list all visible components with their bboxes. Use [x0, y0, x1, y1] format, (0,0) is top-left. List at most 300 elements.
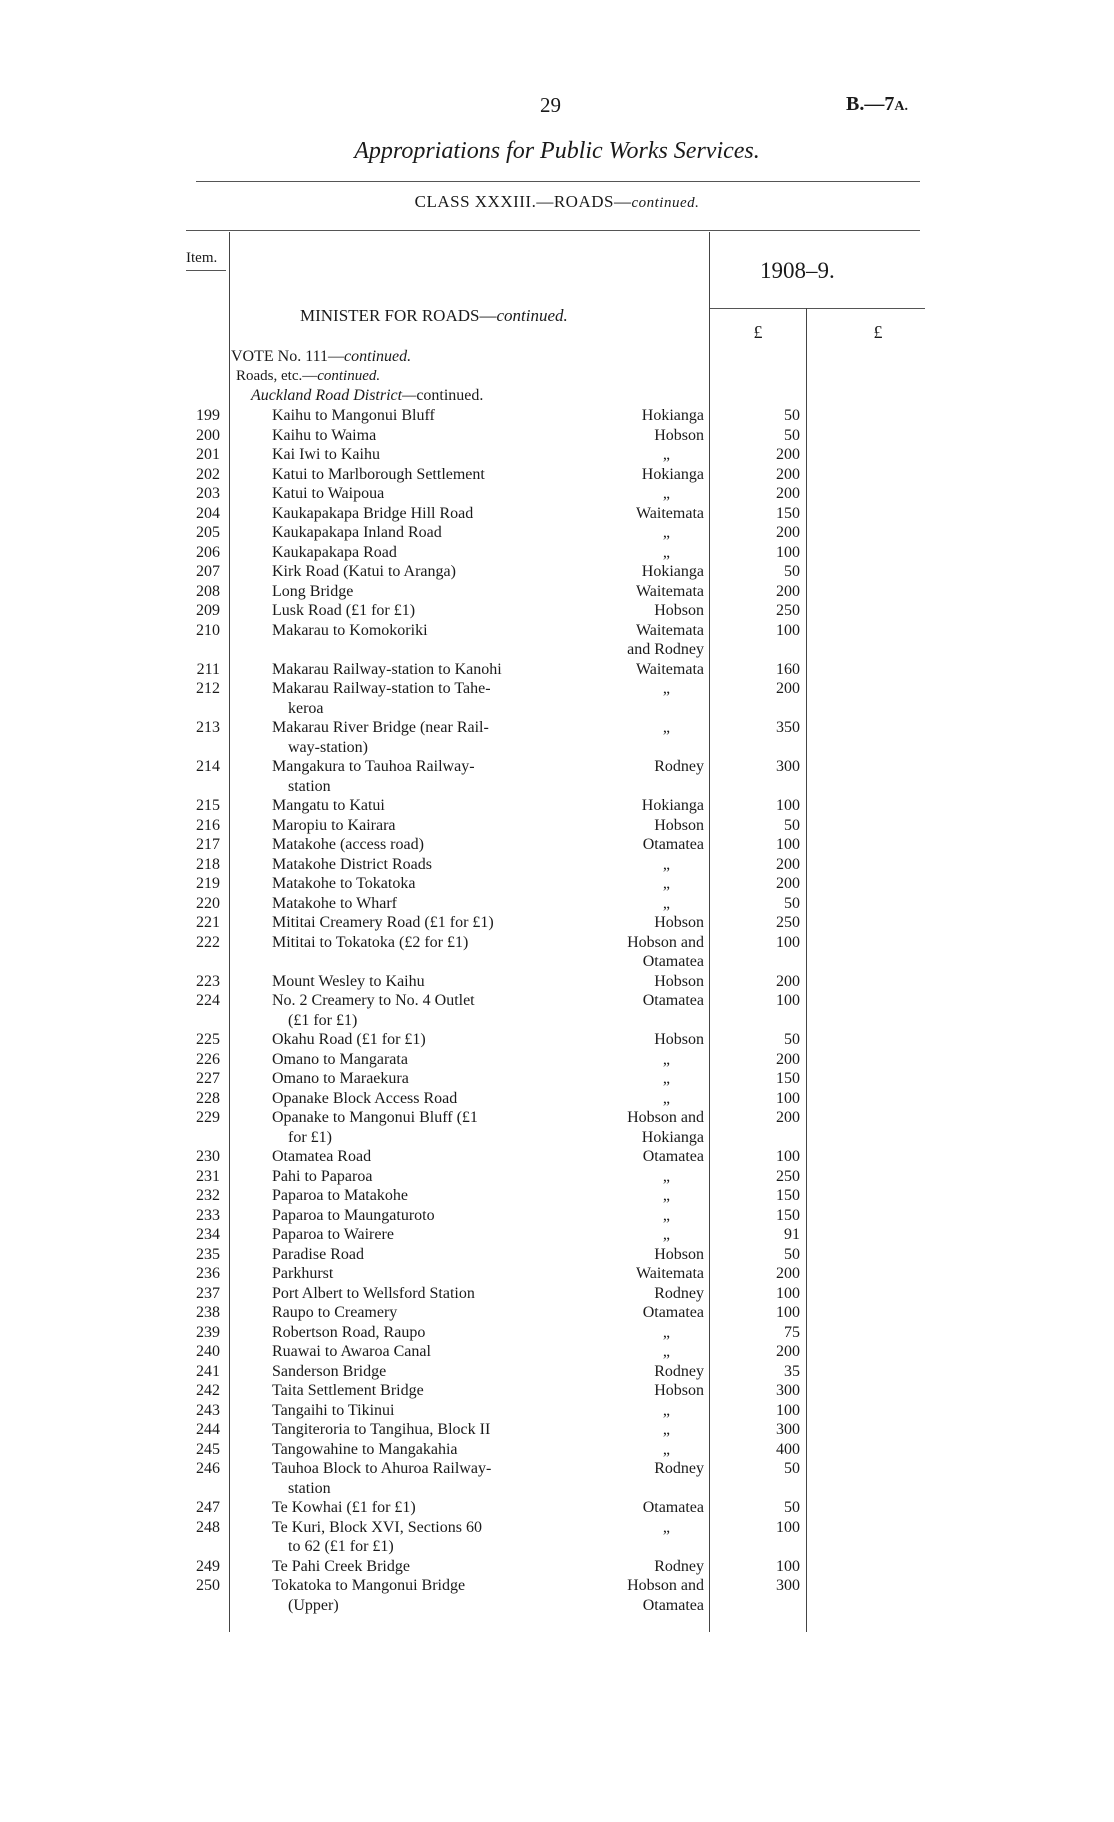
electorate — [590, 660, 704, 680]
electorate — [590, 445, 704, 465]
electorate-line: Hobson — [654, 914, 704, 931]
roads-heading-main: Roads, etc.— — [236, 368, 318, 384]
road-description-line: Kaihu to Mangonui Bluff — [272, 407, 435, 424]
road-description-line: Otamatea Road — [272, 1148, 372, 1165]
electorate-line: Waitemata — [635, 660, 704, 678]
electorate — [590, 1518, 704, 1538]
amount: 50 — [784, 1245, 800, 1263]
road-description-line: Pahi to Paparoa — [272, 1167, 373, 1185]
item-number: 221 — [196, 914, 220, 931]
road-description — [272, 1050, 573, 1070]
road-description-line: Kaihu to Waima — [272, 426, 377, 444]
electorate-line: Rodney — [654, 1557, 704, 1575]
electorate-line: Hobson — [654, 972, 704, 990]
electorate — [590, 1225, 704, 1245]
electorate-line: Hokianga — [641, 563, 704, 580]
electorate — [590, 406, 704, 426]
road-description-line: Opanake to Mangonui Bluff (£1 — [272, 1109, 478, 1126]
electorate — [590, 1284, 704, 1304]
electorate — [590, 1050, 704, 1070]
road-description — [272, 874, 573, 894]
road-description-line: Maropiu to Kairara — [272, 816, 396, 834]
class-title-continued: continued. — [631, 195, 700, 211]
item-number: 247 — [196, 1499, 220, 1516]
amount: 100 — [776, 1284, 800, 1302]
road-description-line: Paparoa to Matakohe — [272, 1187, 408, 1204]
amount: 300 — [776, 1382, 800, 1399]
amount: 300 — [776, 1577, 800, 1594]
item-number: 246 — [196, 1460, 220, 1477]
amount: 100 — [776, 797, 800, 814]
road-description-line: Robertson Road, Raupo — [272, 1323, 426, 1341]
item-number: 200 — [196, 426, 220, 444]
road-description — [272, 1498, 573, 1518]
road-description-line: Mount Wesley to Kaihu — [272, 972, 425, 990]
amount: 200 — [776, 446, 800, 463]
road-description — [272, 679, 573, 718]
item-number: 219 — [196, 875, 220, 892]
item-number: 248 — [196, 1518, 220, 1536]
electorate-line: Hobson and — [627, 933, 704, 951]
amount: 300 — [776, 758, 800, 775]
electorate — [590, 523, 704, 543]
road-description-line: Mangakura to Tauhoa Railway- — [272, 758, 475, 775]
road-description-line: Kaukapakapa Road — [272, 543, 397, 561]
electorate-line: „ — [662, 543, 670, 561]
item-number: 245 — [196, 1440, 220, 1458]
item-number: 231 — [196, 1167, 220, 1185]
electorate-line: Waitemata — [635, 1265, 704, 1282]
amount: 150 — [776, 1206, 800, 1224]
item-number: 224 — [196, 992, 220, 1009]
electorate-line: „ — [662, 524, 670, 541]
district-heading-continued: continued. — [416, 387, 484, 404]
item-number: 201 — [196, 446, 220, 463]
electorate — [590, 796, 704, 816]
electorate-line: Otamatea — [642, 1596, 704, 1614]
item-number: 225 — [196, 1031, 220, 1048]
road-description-line: Raupo to Creamery — [272, 1304, 398, 1321]
amount: 200 — [776, 875, 800, 892]
road-description — [272, 1069, 573, 1089]
electorate-line: Otamatea — [642, 992, 704, 1009]
amount: 100 — [776, 1089, 800, 1107]
road-description — [272, 523, 573, 543]
road-description-line: Tangiteroria to Tangihua, Block II — [272, 1421, 491, 1438]
electorate — [590, 1108, 704, 1147]
road-description — [272, 1108, 573, 1147]
road-description-line: Omano to Mangarata — [272, 1050, 408, 1068]
road-description — [272, 1264, 573, 1284]
district-heading-main: Auckland Road District— — [251, 387, 417, 404]
road-description — [272, 543, 573, 563]
amount: 250 — [776, 1167, 800, 1185]
document-reference-main: B.—7 — [846, 93, 895, 115]
electorate-line: „ — [662, 1421, 670, 1438]
item-number: 235 — [196, 1245, 220, 1263]
electorate — [590, 1069, 704, 1089]
item-number: 208 — [196, 582, 220, 600]
road-description — [272, 1225, 573, 1245]
class-title-main: CLASS XXXIII.—ROADS— — [414, 192, 632, 211]
electorate-line: „ — [662, 719, 670, 736]
item-number: 217 — [196, 836, 220, 853]
electorate — [590, 1147, 704, 1167]
electorate-line: „ — [662, 446, 670, 463]
electorate-line: Hokianga — [641, 465, 704, 483]
road-description — [272, 855, 573, 875]
road-description-line: Paparoa to Wairere — [272, 1226, 394, 1243]
item-number: 241 — [196, 1362, 220, 1380]
road-description-line: Te Kowhai (£1 for £1) — [272, 1499, 416, 1516]
road-description — [272, 1303, 573, 1323]
road-description — [272, 562, 573, 582]
electorate — [590, 1323, 704, 1343]
electorate-line: Otamatea — [642, 1148, 704, 1165]
minister-heading-continued: continued. — [496, 306, 568, 325]
road-description — [272, 484, 573, 504]
electorate-line: Hobson and — [627, 1109, 704, 1126]
amount: 50 — [784, 426, 800, 444]
electorate-line: Waitemata — [635, 582, 704, 600]
road-description-line: Mititai Creamery Road (£1 for £1) — [272, 914, 494, 931]
electorate-line: „ — [662, 1089, 670, 1107]
road-description-line: Kaukapakapa Inland Road — [272, 524, 442, 541]
vote-heading-main: VOTE No. 111— — [231, 348, 345, 365]
electorate-line: „ — [662, 1518, 670, 1536]
page-number: 29 — [540, 93, 561, 117]
electorate-line: Waitemata — [635, 621, 704, 639]
electorate — [590, 1459, 704, 1479]
road-description — [272, 913, 573, 933]
item-column-header: Item. — [186, 250, 218, 266]
item-number: 250 — [196, 1577, 220, 1594]
electorate-line: Hobson — [654, 1245, 704, 1263]
electorate — [590, 1362, 704, 1382]
road-description — [272, 1089, 573, 1109]
item-number: 240 — [196, 1343, 220, 1360]
electorate-line: Rodney — [654, 1284, 704, 1302]
electorate — [590, 582, 704, 602]
road-description-line: Te Kuri, Block XVI, Sections 60 — [272, 1518, 482, 1536]
road-description-line: Omano to Maraekura — [272, 1070, 409, 1087]
amount: 100 — [776, 1401, 800, 1419]
road-description-line: for £1) — [288, 1128, 332, 1146]
electorate-line: and Rodney — [627, 641, 704, 658]
page-title: Appropriations for Public Works Services. — [354, 138, 760, 164]
road-description-line: Te Pahi Creek Bridge — [272, 1557, 410, 1575]
road-description-line: Kirk Road (Katui to Aranga) — [272, 563, 456, 580]
road-description-line: Mangatu to Katui — [272, 797, 385, 814]
electorate-line: „ — [662, 1401, 670, 1419]
road-description — [272, 445, 573, 465]
amount: 100 — [776, 1304, 800, 1321]
electorate-line: Otamatea — [642, 1304, 704, 1321]
electorate-line: Rodney — [654, 1362, 704, 1380]
amount: 100 — [776, 1518, 800, 1536]
title-rule — [196, 181, 920, 182]
electorate-line: Rodney — [654, 1460, 704, 1477]
electorate-line: Hokianga — [641, 797, 704, 814]
item-number: 204 — [196, 504, 220, 522]
road-description-line: (Upper) — [288, 1596, 339, 1614]
electorate — [590, 1401, 704, 1421]
item-number: 218 — [196, 855, 220, 873]
item-number: 207 — [196, 563, 220, 580]
amount: 50 — [784, 563, 800, 580]
electorate-line: „ — [662, 1440, 670, 1458]
electorate — [590, 1089, 704, 1109]
item-number: 244 — [196, 1421, 220, 1438]
amount: 250 — [776, 602, 800, 619]
road-description — [272, 796, 573, 816]
electorate-line: „ — [662, 485, 670, 502]
road-description — [272, 1030, 573, 1050]
electorate-line: Hokianga — [641, 1128, 704, 1146]
amount: 100 — [776, 543, 800, 561]
electorate — [590, 484, 704, 504]
electorate — [590, 1342, 704, 1362]
item-number: 199 — [196, 407, 220, 424]
road-description — [272, 1459, 573, 1498]
amount: 160 — [776, 660, 800, 678]
item-column-divider — [229, 232, 230, 1632]
road-description — [272, 1420, 573, 1440]
amount: 200 — [776, 1265, 800, 1282]
road-description — [272, 972, 573, 992]
road-description — [272, 1557, 573, 1577]
road-description — [272, 406, 573, 426]
road-description — [272, 933, 573, 953]
road-description-line: Taita Settlement Bridge — [272, 1382, 424, 1399]
item-number: 234 — [196, 1226, 220, 1243]
road-description — [272, 621, 573, 641]
amount: 200 — [776, 1343, 800, 1360]
amount: 100 — [776, 1148, 800, 1165]
electorate — [590, 991, 704, 1011]
road-description-line: Katui to Marlborough Settlement — [272, 465, 485, 483]
electorate-line: Otamatea — [642, 836, 704, 853]
electorate — [590, 1264, 704, 1284]
road-description-line: Makarau Railway-station to Kanohi — [272, 660, 502, 678]
electorate-line: Hobson — [654, 1031, 704, 1048]
electorate-line: Hobson — [654, 602, 704, 619]
road-description-line: Paparoa to Maungaturoto — [272, 1206, 435, 1224]
electorate — [590, 621, 704, 660]
year-column-header: 1908–9. — [760, 258, 835, 283]
amount: 350 — [776, 719, 800, 736]
road-description — [272, 426, 573, 446]
item-number: 230 — [196, 1148, 220, 1165]
amount: 150 — [776, 504, 800, 522]
item-number: 223 — [196, 972, 220, 990]
electorate — [590, 562, 704, 582]
road-description-line: Okahu Road (£1 for £1) — [272, 1031, 426, 1048]
item-number: 222 — [196, 933, 220, 951]
amount: 50 — [784, 1031, 800, 1048]
amount: 250 — [776, 914, 800, 931]
electorate-line: „ — [662, 1323, 670, 1341]
amount: 200 — [776, 485, 800, 502]
electorate-line: „ — [662, 1187, 670, 1204]
item-number: 209 — [196, 602, 220, 619]
road-description — [272, 1440, 573, 1460]
item-number: 202 — [196, 465, 220, 483]
road-description-line: Lusk Road (£1 for £1) — [272, 602, 416, 619]
roads-heading — [236, 368, 380, 385]
electorate — [590, 426, 704, 446]
item-number: 249 — [196, 1557, 220, 1575]
road-description-line: Mititai to Tokatoka (£2 for £1) — [272, 933, 469, 951]
road-description — [272, 1401, 573, 1421]
electorate — [590, 933, 704, 972]
amount: 200 — [776, 465, 800, 483]
electorate — [590, 1030, 704, 1050]
amount: 200 — [776, 1109, 800, 1126]
road-description-line: Matakohe to Tokatoka — [272, 875, 416, 892]
road-description-line: (£1 for £1) — [288, 1011, 358, 1029]
electorate-line: „ — [662, 680, 670, 697]
minister-heading — [300, 306, 568, 326]
electorate — [590, 835, 704, 855]
electorate — [590, 1245, 704, 1265]
header-rule — [186, 230, 920, 231]
item-number: 236 — [196, 1265, 220, 1282]
pound-sign-right: £ — [873, 322, 883, 342]
road-description-line: to 62 (£1 for £1) — [288, 1538, 394, 1555]
amount: 150 — [776, 1187, 800, 1204]
item-number: 210 — [196, 621, 220, 639]
amount: 200 — [776, 524, 800, 541]
electorate — [590, 972, 704, 992]
electorate — [590, 894, 704, 914]
amount: 200 — [776, 972, 800, 990]
electorate — [590, 1440, 704, 1460]
electorate — [590, 1576, 704, 1615]
road-description-line: Matakohe District Roads — [272, 855, 432, 873]
road-description-line: Makarau River Bridge (near Rail- — [272, 719, 489, 736]
amount: 200 — [776, 1050, 800, 1068]
road-description-line: Tangowahine to Mangakahia — [272, 1440, 458, 1458]
electorate — [590, 465, 704, 485]
electorate-line: Hobson — [654, 1382, 704, 1399]
road-description-line: Katui to Waipoua — [272, 485, 385, 502]
amount: 100 — [776, 933, 800, 951]
electorate — [590, 718, 704, 738]
road-description-line: Makarau Railway-station to Tahe- — [272, 680, 491, 697]
item-number: 232 — [196, 1187, 220, 1204]
electorate — [590, 855, 704, 875]
amount: 150 — [776, 1070, 800, 1087]
document-reference — [846, 93, 908, 116]
road-description — [272, 504, 573, 524]
item-number: 243 — [196, 1401, 220, 1419]
electorate-line: Hobson and — [627, 1577, 704, 1594]
road-description — [272, 1206, 573, 1226]
electorate-line: „ — [662, 1206, 670, 1224]
electorate-line: „ — [662, 1343, 670, 1360]
amount: 200 — [776, 855, 800, 873]
road-description-line: Matakohe (access road) — [272, 836, 424, 853]
road-description — [272, 1362, 573, 1382]
electorate-line: Hobson — [654, 426, 704, 444]
road-description — [272, 718, 573, 757]
vote-heading — [231, 348, 411, 366]
road-description — [272, 1147, 573, 1167]
road-description-line: Opanake Block Access Road — [272, 1089, 458, 1107]
road-description — [272, 660, 573, 680]
amount: 50 — [784, 1460, 800, 1477]
road-description — [272, 1323, 573, 1343]
amount: 100 — [776, 992, 800, 1009]
amount: 400 — [776, 1440, 800, 1458]
electorate — [590, 757, 704, 777]
road-description-line: Sanderson Bridge — [272, 1362, 387, 1380]
document-reference-suffix: A. — [894, 99, 908, 114]
road-description — [272, 1381, 573, 1401]
road-description — [272, 582, 573, 602]
item-number: 215 — [196, 797, 220, 814]
electorate — [590, 1420, 704, 1440]
amount: 200 — [776, 582, 800, 600]
item-number: 203 — [196, 485, 220, 502]
electorate — [590, 1206, 704, 1226]
electorate — [590, 1303, 704, 1323]
road-description — [272, 894, 573, 914]
electorate-line: Waitemata — [635, 504, 704, 522]
minister-heading-main: MINISTER FOR ROADS— — [300, 306, 497, 325]
electorate — [590, 504, 704, 524]
road-description-line: Tangaihi to Tikinui — [272, 1401, 395, 1419]
electorate-line: „ — [662, 855, 670, 873]
item-number: 213 — [196, 719, 220, 736]
amount: 50 — [784, 816, 800, 834]
item-number: 229 — [196, 1109, 220, 1126]
amount: 50 — [784, 1499, 800, 1516]
electorate — [590, 1167, 704, 1187]
road-description — [272, 757, 573, 796]
item-number: 205 — [196, 524, 220, 541]
road-description — [272, 1245, 573, 1265]
road-description-line: Ruawai to Awaroa Canal — [272, 1343, 431, 1360]
road-description-line: Kaukapakapa Bridge Hill Road — [272, 504, 474, 522]
electorate — [590, 1186, 704, 1206]
item-number: 226 — [196, 1050, 220, 1068]
electorate — [590, 1381, 704, 1401]
amount: 100 — [776, 621, 800, 639]
road-description-line: Makarau to Komokoriki — [272, 621, 428, 639]
road-description — [272, 816, 573, 836]
electorate-line: „ — [662, 1226, 670, 1243]
road-description — [272, 601, 573, 621]
item-number: 228 — [196, 1089, 220, 1107]
amount: 200 — [776, 680, 800, 697]
road-description — [272, 1167, 573, 1187]
amount: 50 — [784, 894, 800, 912]
item-number: 227 — [196, 1070, 220, 1087]
road-description-line: Tauhoa Block to Ahuroa Railway- — [272, 1460, 492, 1477]
electorate — [590, 601, 704, 621]
item-number: 220 — [196, 894, 220, 912]
electorate-line: „ — [662, 1070, 670, 1087]
electorate — [590, 679, 704, 699]
electorate-column-divider — [709, 232, 710, 1632]
electorate — [590, 543, 704, 563]
road-description — [272, 835, 573, 855]
road-description-line: Parkhurst — [272, 1265, 334, 1282]
item-number: 233 — [196, 1206, 220, 1224]
year-header-rule — [710, 308, 925, 309]
